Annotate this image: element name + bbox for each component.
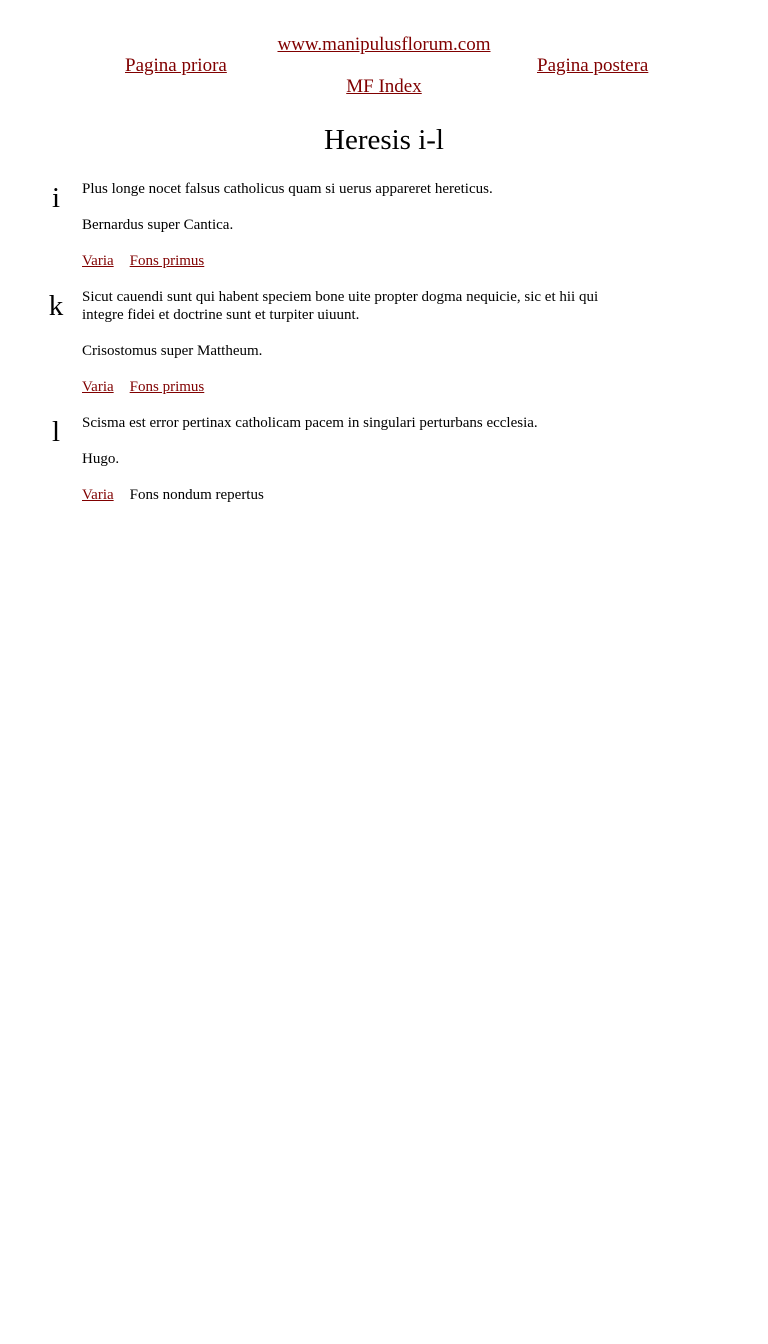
fons-primus-link[interactable]: Fons primus	[129, 379, 205, 395]
entry-links	[82, 252, 642, 270]
entry-k	[0, 288, 642, 396]
entry-author: Bernardus super Cantica.	[82, 217, 234, 233]
top-navigation	[0, 0, 768, 100]
varia-link[interactable]: Varia	[82, 253, 114, 269]
entry-l	[0, 414, 642, 504]
entry-letter: i	[51, 182, 61, 214]
entry-links	[82, 378, 642, 396]
entry-letter: k	[48, 290, 64, 322]
previous-page-link[interactable]: Pagina priora	[125, 55, 227, 76]
entry-author: Hugo.	[82, 451, 120, 467]
entry-quote: Scisma est error pertinax catholicam pacem in singulari perturbans ecclesia.	[82, 415, 538, 431]
fons-status-text: Fons nondum repertus	[129, 487, 264, 503]
varia-link[interactable]: Varia	[82, 379, 114, 395]
varia-link[interactable]: Varia	[82, 487, 114, 503]
entry-letter: l	[51, 416, 61, 448]
site-home-link[interactable]: www.manipulusflorum.com	[277, 34, 491, 55]
entry-quote: Sicut cauendi sunt qui habent speciem bone uite propter dogma nequicie, sic et hii qui integre fidei et doctrine sunt et turpiter uiuunt.	[82, 289, 599, 323]
entry-author: Crisostomus super Mattheum.	[82, 343, 263, 359]
entry-i	[0, 180, 642, 270]
index-link[interactable]: MF Index	[346, 76, 422, 97]
fons-primus-link[interactable]: Fons primus	[129, 253, 205, 269]
entry-list	[0, 178, 768, 504]
entry-quote: Plus longe nocet falsus catholicus quam si uerus appareret hereticus.	[82, 181, 493, 197]
next-page-link[interactable]: Pagina postera	[537, 55, 649, 76]
entry-links	[82, 486, 642, 504]
page-title: Heresis i-l	[324, 124, 444, 156]
